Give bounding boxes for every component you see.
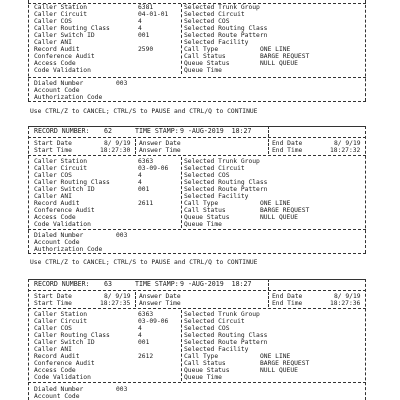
value-call-status: BARGE REQUEST: [260, 360, 310, 367]
label-caller-switch-id: Caller Switch ID: [34, 186, 95, 193]
value-caller-switch-id: 001: [138, 32, 150, 39]
label-caller-ani: Caller ANI: [34, 39, 72, 46]
label-caller-routing-class: Caller Routing Class: [34, 179, 110, 186]
value-queue-status: NULL QUEUE: [260, 214, 298, 221]
value-queue-status: NULL QUEUE: [260, 60, 298, 67]
label-queue-status: Queue Status: [184, 367, 230, 374]
value-start-date: 8/ 9/19: [104, 293, 131, 300]
label-record-number: RECORD NUMBER:: [34, 280, 90, 288]
value-caller-routing-class: 4: [138, 25, 142, 32]
value-record-number: 62: [104, 127, 112, 135]
divider: [28, 229, 366, 230]
value-dialed-number: 003: [116, 80, 128, 87]
label-selected-route-pattern: Selected Route Pattern: [184, 32, 268, 39]
label-record-audit: Record Audit: [34, 46, 80, 53]
label-dialed-number: Dialed Number: [34, 386, 84, 393]
label-access-code: Access Code: [34, 60, 76, 67]
label-access-code: Access Code: [34, 214, 76, 221]
label-selected-circuit: Selected Circuit: [184, 11, 245, 18]
label-caller-switch-id: Caller Switch ID: [34, 339, 95, 346]
value-caller-circuit: 03-09-06: [138, 318, 169, 325]
label-selected-route-pattern: Selected Route Pattern: [184, 339, 268, 346]
column-divider: [135, 139, 136, 154]
value-record-audit: 2611: [138, 200, 154, 207]
label-call-type: Call Type: [184, 353, 219, 360]
label-answer-date: Answer Date: [139, 140, 181, 147]
column-divider: [268, 292, 269, 307]
label-caller-circuit: Caller Circuit: [34, 318, 88, 325]
divider: [28, 137, 366, 138]
label-end-date: End Date: [272, 293, 303, 300]
label-selected-circuit: Selected Circuit: [184, 318, 245, 325]
column-divider: [268, 139, 269, 154]
label-queue-status: Queue Status: [184, 214, 230, 221]
label-queue-status: Queue Status: [184, 60, 230, 67]
value-caller-circuit: 04-01-01: [138, 11, 169, 18]
divider: [28, 290, 366, 291]
value-end-date: 8/ 9/19: [334, 140, 361, 147]
label-access-code: Access Code: [34, 367, 76, 374]
value-record-audit: 2612: [138, 353, 154, 360]
divider: [28, 77, 366, 78]
label-call-status: Call Status: [184, 207, 226, 214]
label-caller-switch-id: Caller Switch ID: [34, 32, 95, 39]
divider: [28, 308, 366, 309]
label-caller-routing-class: Caller Routing Class: [34, 332, 110, 339]
divider: [28, 253, 366, 254]
label-queue-time: Queue Time: [184, 374, 222, 381]
label-account-code: Account Code: [34, 87, 80, 94]
header-divider: [268, 126, 269, 137]
label-caller-station: Caller Station: [34, 4, 88, 11]
label-code-validation: Code Validation: [34, 374, 91, 381]
label-conference-audit: Conference Audit: [34, 207, 95, 214]
label-authorization-code: Authorization Code: [34, 94, 103, 101]
value-record-number: 63: [104, 280, 112, 288]
label-conference-audit: Conference Audit: [34, 360, 95, 367]
value-end-time: 18:27:32: [330, 147, 361, 154]
label-selected-routing-class: Selected Routing Class: [184, 25, 268, 32]
label-call-status: Call Status: [184, 360, 226, 367]
label-time-stamp: TIME STAMP:: [135, 127, 179, 135]
label-selected-routing-class: Selected Routing Class: [184, 332, 268, 339]
value-call-status: BARGE REQUEST: [260, 53, 310, 60]
label-record-audit: Record Audit: [34, 200, 80, 207]
column-divider: [181, 4, 182, 74]
label-selected-route-pattern: Selected Route Pattern: [184, 186, 268, 193]
label-call-type: Call Type: [184, 200, 219, 207]
label-caller-cos: Caller COS: [34, 18, 72, 25]
value-end-date: 8/ 9/19: [334, 293, 361, 300]
label-selected-facility: Selected Facility: [184, 346, 249, 353]
label-account-code: Account Code: [34, 239, 80, 246]
column-divider: [135, 292, 136, 307]
label-caller-cos: Caller COS: [34, 172, 72, 179]
label-caller-circuit: Caller Circuit: [34, 165, 88, 172]
value-call-type: ONE LINE: [260, 46, 291, 53]
value-caller-routing-class: 4: [138, 332, 142, 339]
value-caller-station: 6363: [138, 311, 154, 318]
value-start-date: 8/ 9/19: [104, 140, 131, 147]
label-selected-trunk-group: Selected Trunk Group: [184, 311, 260, 318]
value-caller-switch-id: 001: [138, 186, 150, 193]
control-hint: Use CTRL/Z to CANCEL; CTRL/S to PAUSE and CTRL/Q to CONTINUE: [30, 259, 258, 266]
label-dialed-number: Dialed Number: [34, 232, 84, 239]
value-caller-cos: 4: [138, 18, 142, 25]
label-end-time: End Time: [272, 147, 303, 154]
label-caller-cos: Caller COS: [34, 325, 72, 332]
value-dialed-number: 003: [116, 386, 128, 393]
label-end-time: End Time: [272, 300, 303, 307]
label-queue-time: Queue Time: [184, 221, 222, 228]
label-caller-ani: Caller ANI: [34, 193, 72, 200]
label-selected-cos: Selected COS: [184, 172, 230, 179]
column-divider: [181, 310, 182, 381]
label-queue-time: Queue Time: [184, 67, 222, 74]
label-selected-circuit: Selected Circuit: [184, 165, 245, 172]
value-call-type: ONE LINE: [260, 353, 291, 360]
label-caller-routing-class: Caller Routing Class: [34, 25, 110, 32]
value-call-type: ONE LINE: [260, 200, 291, 207]
label-start-time: Start Time: [34, 300, 72, 307]
value-time-stamp: 9 -AUG-2019 18:27: [180, 127, 252, 135]
header-divider: [268, 279, 269, 290]
value-dialed-number: 003: [116, 232, 128, 239]
label-record-audit: Record Audit: [34, 353, 80, 360]
label-answer-time: Answer Time: [139, 147, 181, 154]
value-end-time: 18:27:36: [330, 300, 361, 307]
label-selected-facility: Selected Facility: [184, 193, 249, 200]
label-record-number: RECORD NUMBER:: [34, 127, 90, 135]
label-selected-trunk-group: Selected Trunk Group: [184, 4, 260, 11]
value-start-time: 18:27:35: [100, 300, 131, 307]
divider: [28, 155, 366, 156]
value-caller-circuit: 03-09-06: [138, 165, 169, 172]
value-call-status: BARGE REQUEST: [260, 207, 310, 214]
label-caller-station: Caller Station: [34, 311, 88, 318]
label-end-date: End Date: [272, 140, 303, 147]
value-caller-cos: 4: [138, 325, 142, 332]
control-hint: Use CTRL/Z to CANCEL; CTRL/S to PAUSE and CTRL/Q to CONTINUE: [30, 108, 258, 115]
label-caller-circuit: Caller Circuit: [34, 11, 88, 18]
label-call-type: Call Type: [184, 46, 219, 53]
label-start-date: Start Date: [34, 293, 72, 300]
label-selected-cos: Selected COS: [184, 18, 230, 25]
label-selected-facility: Selected Facility: [184, 39, 249, 46]
label-start-time: Start Time: [34, 147, 72, 154]
label-code-validation: Code Validation: [34, 67, 91, 74]
column-divider: [181, 157, 182, 228]
divider: [28, 382, 366, 383]
label-account-code: Account Code: [34, 393, 80, 400]
label-selected-cos: Selected COS: [184, 325, 230, 332]
label-selected-routing-class: Selected Routing Class: [184, 179, 268, 186]
value-caller-station: 6363: [138, 158, 154, 165]
value-caller-switch-id: 001: [138, 339, 150, 346]
value-time-stamp: 9 -AUG-2019 18:27: [180, 280, 252, 288]
value-record-audit: 2590: [138, 46, 154, 53]
label-time-stamp: TIME STAMP:: [135, 280, 179, 288]
label-authorization-code: Authorization Code: [34, 246, 103, 253]
label-answer-time: Answer Time: [139, 300, 181, 307]
label-dialed-number: Dialed Number: [34, 80, 84, 87]
label-answer-date: Answer Date: [139, 293, 181, 300]
value-start-time: 18:27:30: [100, 147, 131, 154]
label-conference-audit: Conference Audit: [34, 53, 95, 60]
value-queue-status: NULL QUEUE: [260, 367, 298, 374]
label-code-validation: Code Validation: [34, 221, 91, 228]
label-start-date: Start Date: [34, 140, 72, 147]
label-selected-trunk-group: Selected Trunk Group: [184, 158, 260, 165]
value-caller-station: 6381: [138, 4, 154, 11]
value-caller-cos: 4: [138, 172, 142, 179]
value-caller-routing-class: 4: [138, 179, 142, 186]
label-caller-station: Caller Station: [34, 158, 88, 165]
label-caller-ani: Caller ANI: [34, 346, 72, 353]
label-call-status: Call Status: [184, 53, 226, 60]
divider: [28, 101, 366, 102]
